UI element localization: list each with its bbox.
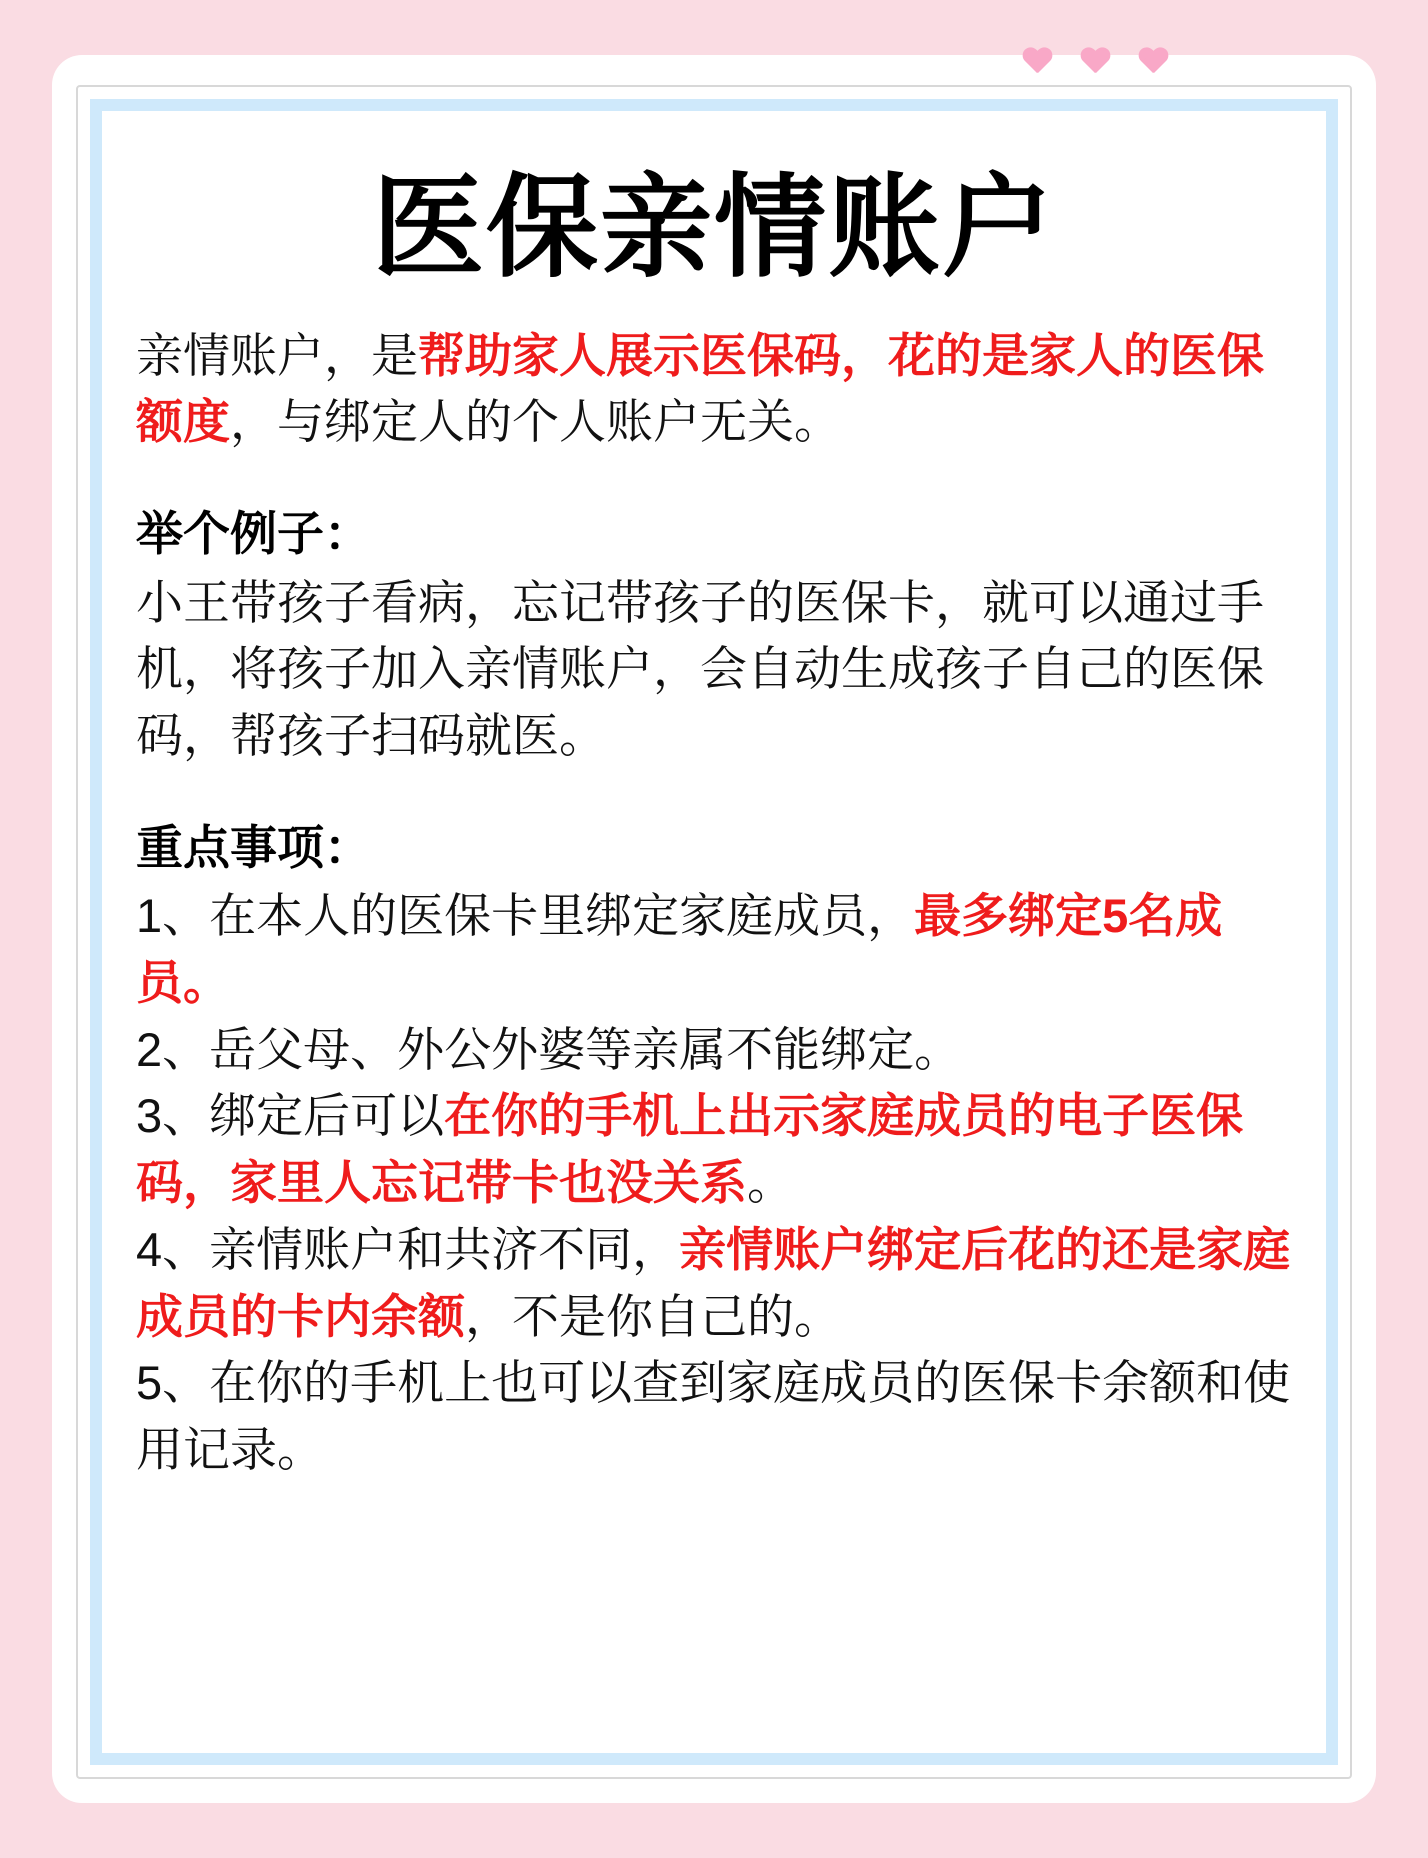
list-item-text: 在本人的医保卡里绑定家庭成员， [209, 889, 915, 943]
list-item-number: 5、 [136, 1356, 210, 1410]
list-item-number: 1、 [136, 889, 210, 943]
list-item-text: 岳父母、外公外婆等亲属不能绑定。 [209, 1022, 962, 1076]
list-item-text: 在你的手机上也可以查到家庭成员的医保卡余额和使用记录。 [136, 1356, 1291, 1477]
list-item-highlight-tail: 。 [183, 955, 230, 1009]
list-item-number: 4、 [136, 1222, 210, 1276]
heart-icon [1022, 48, 1052, 75]
page-title: 医保亲情账户 [372, 165, 1056, 290]
intro-highlight: 帮助家人展示医保码，花的是家人的医保额度 [136, 328, 1264, 449]
list-item-number: 3、 [136, 1089, 210, 1143]
list-item-tail: ，不是你自己的。 [465, 1289, 841, 1343]
poster-content [102, 111, 1326, 1753]
intro-lead: 亲情账户，是 [136, 328, 418, 382]
poster-card-blue-band [90, 99, 1338, 1765]
list-item-highlight: 最多绑定5名成员 [136, 889, 1223, 1009]
list-item [136, 883, 1292, 1016]
hearts-decoration [990, 30, 1200, 92]
list-item-highlight: 亲情账户绑定后花的还是家庭成员的卡内余额 [136, 1222, 1291, 1343]
example-heading: 举个例子： [136, 507, 371, 561]
intro-tail: ，与绑定人的个人账户无关。 [230, 395, 841, 449]
poster-card-frame [76, 85, 1352, 1779]
list-item [136, 1217, 1292, 1350]
intro-paragraph [136, 323, 1292, 456]
list-item [136, 1350, 1292, 1483]
list-item-highlight: 在你的手机上出示家庭成员的电子医保码，家里人忘记带卡也没关系 [136, 1089, 1244, 1210]
key-points-heading: 重点事项： [136, 820, 371, 874]
example-body: 小王带孩子看病，忘记带孩子的医保卡，就可以通过手机，将孩子加入亲情账户，会自动生成孩子自己的医保码，帮孩子扫码就医。 [136, 575, 1264, 762]
list-item [136, 1017, 1292, 1084]
heart-icon [1138, 48, 1168, 75]
list-item-text: 亲情账户和共济不同， [209, 1222, 680, 1276]
list-item-tail: 。 [747, 1156, 794, 1210]
list-item-text: 绑定后可以 [209, 1089, 445, 1143]
heart-icon [1080, 48, 1110, 75]
list-item [136, 1083, 1292, 1216]
poster-card-outer [52, 55, 1376, 1803]
list-item-number: 2、 [136, 1022, 210, 1076]
